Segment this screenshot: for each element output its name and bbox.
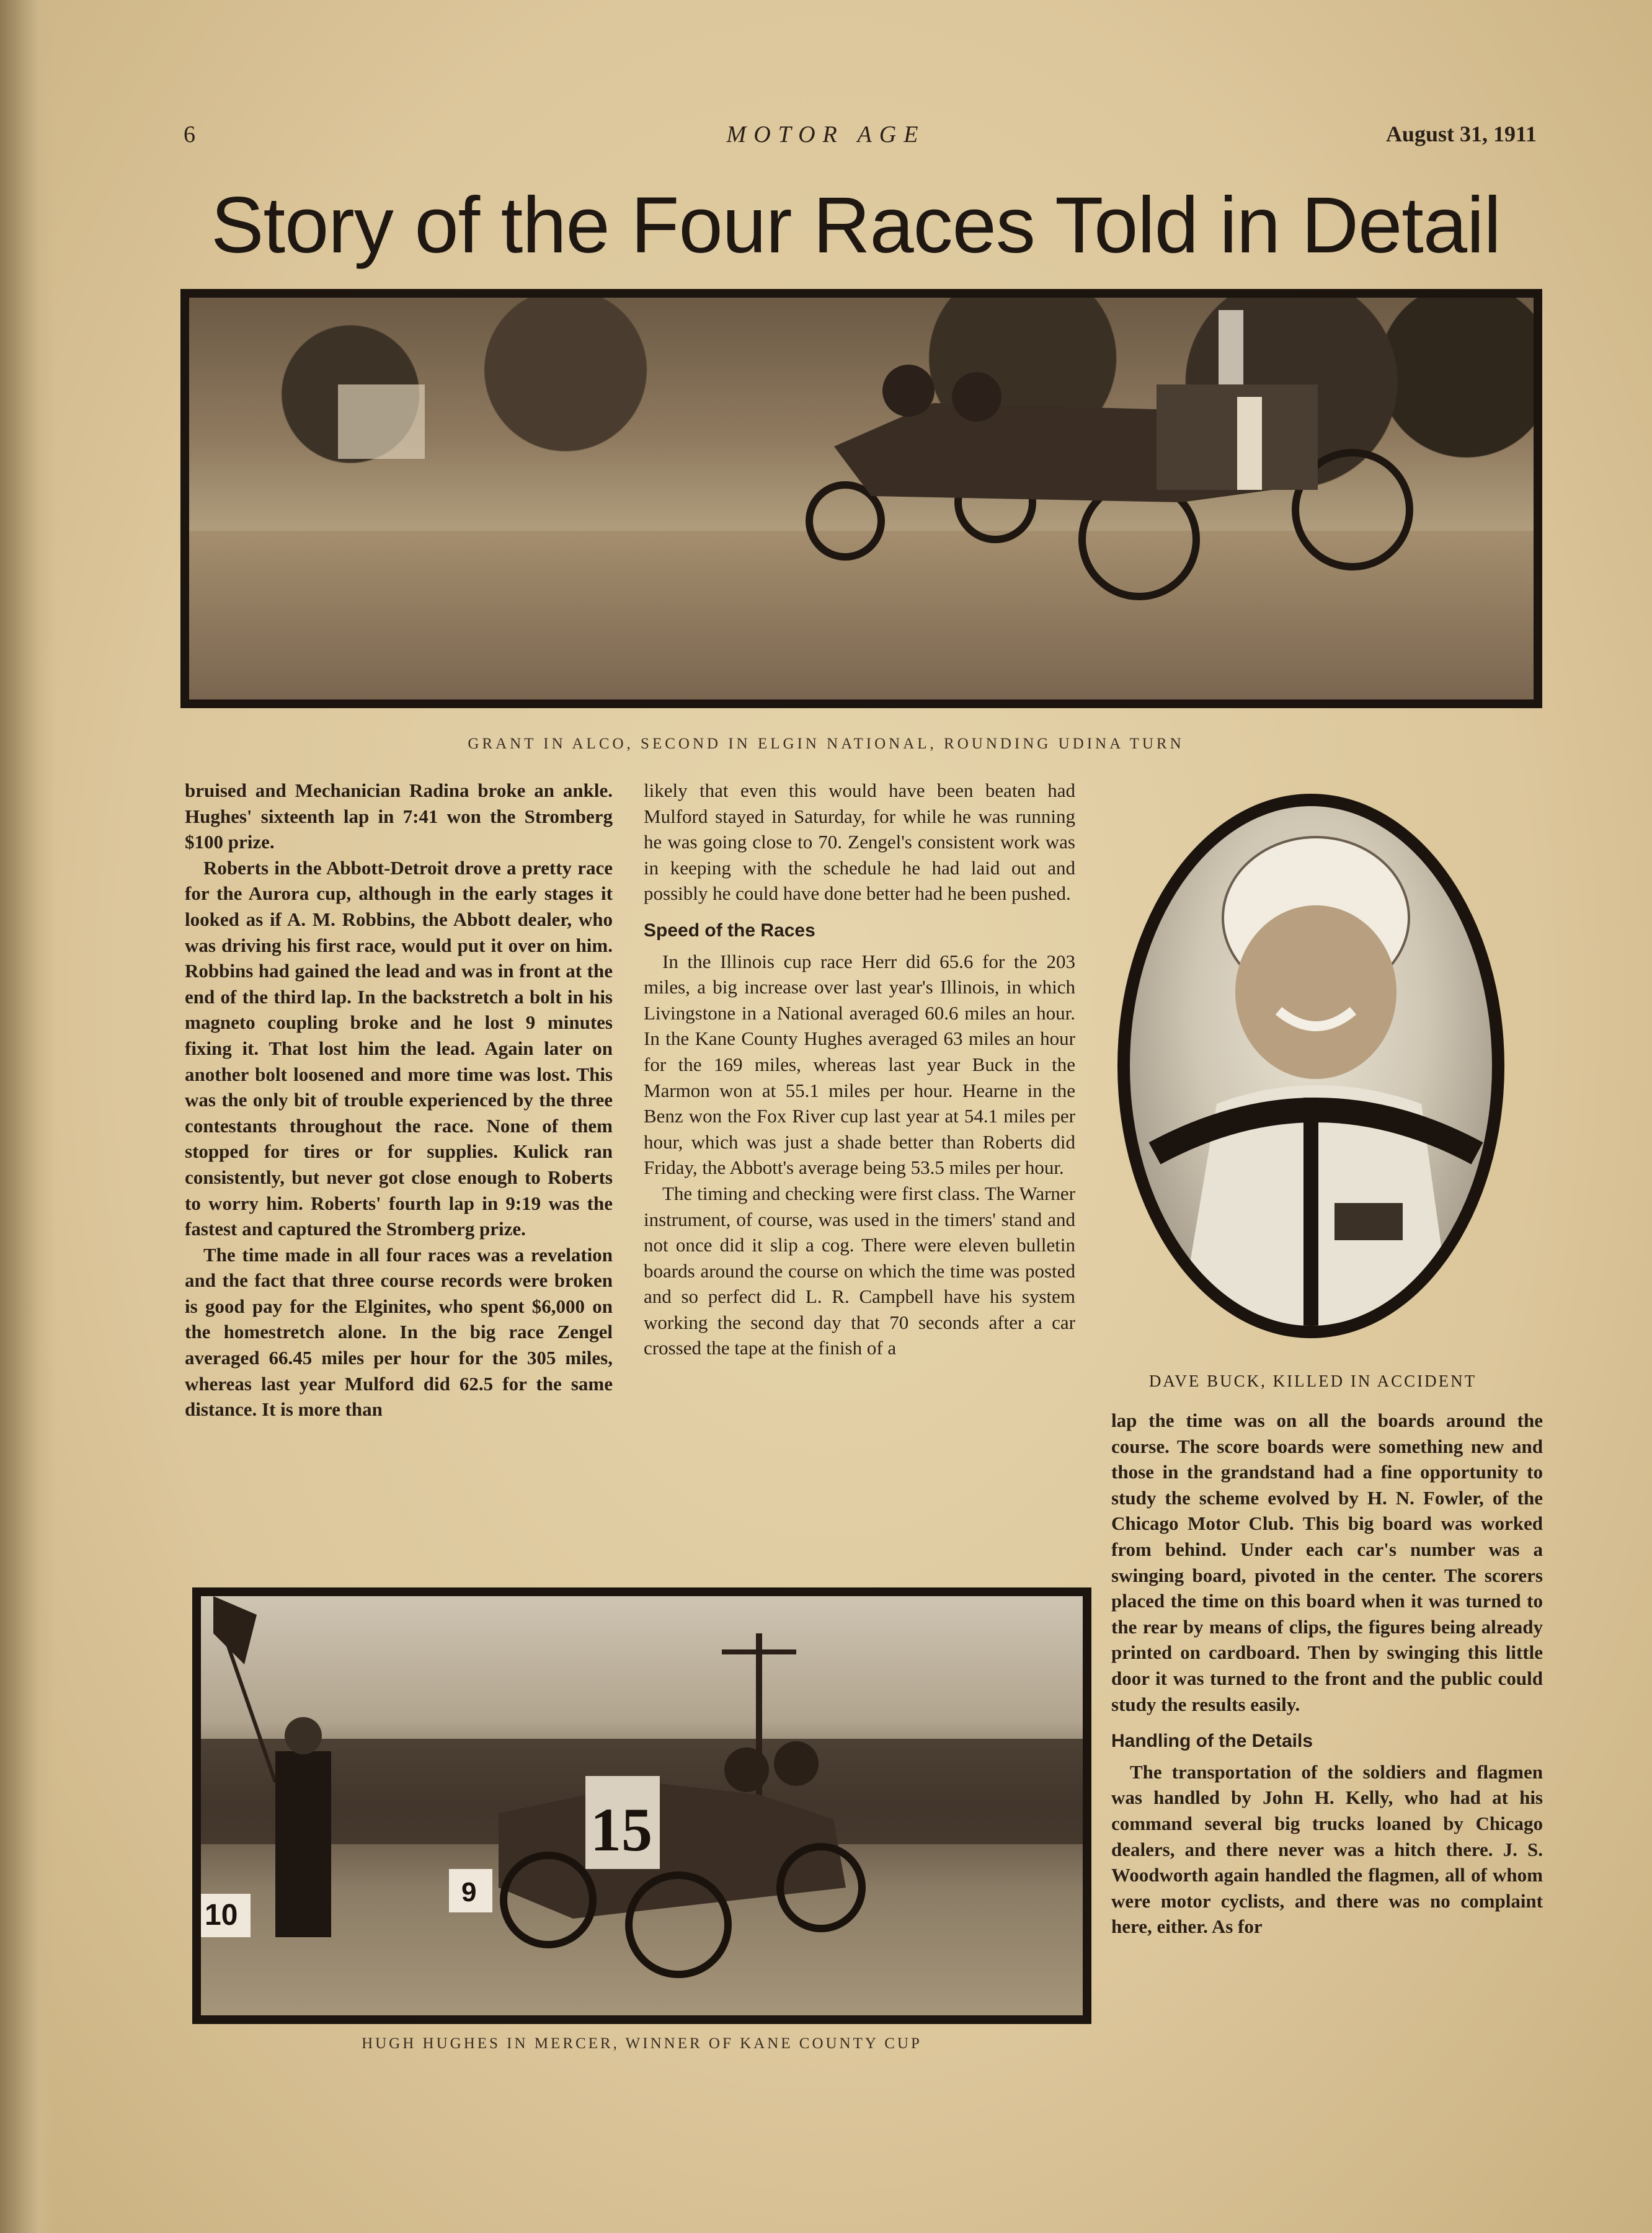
page-number: 6 xyxy=(184,122,195,148)
col3-paragraph-1: lap the time was on all the boards around the course. The score boards were something new and those in the grandstand had a fine opportunity to study the scheme evolved by H. N. Fowler, of the Chicago Motor Club. This big board was worked from behind. Under each car's number was a swinging board, pivoted in the center. The scorers placed the time on this board when it was turned to the rear by means of clips, the figures being already printed on cardboard. Then by swinging this little door it was turned to the front and the public could study the results easily. xyxy=(1111,1409,1543,1715)
col2-paragraph-1: likely that even this would have been beaten had Mulford stayed in Saturday, for while he was running he was going close to 70. Zengel's consistent work was in keeping with the schedule he had laid out and possibly he could have done better had he been pushed. xyxy=(644,779,1075,905)
article-headline: Story of the Four Races Told in Detail xyxy=(211,181,1501,270)
section-heading-speed: Speed of the Races xyxy=(644,920,815,941)
col3-paragraph-2: The transportation of the soldiers and flagmen was handled by John H. Kelly, who had at his command several big trucks loaned by Chicago dealers, and there never was a hitch there. J. S. Woodworth again handled the flagmen, all of whom were motor cyclists, and there was no complaint here, either. As for xyxy=(1111,1760,1543,1938)
publication-title: MOTOR AGE xyxy=(726,122,926,148)
col1-paragraph-3: The time made in all four races was a revelation and the fact that three course records were broken is good pay for the Elginites, who spent $6,000 on the homestretch alone. In the big race Zengel averaged 66.45 miles per hour for the 305 miles, whereas last year Mulford did 62.5 for the same distance. It is more than xyxy=(185,1243,613,1421)
race-car-illustration xyxy=(189,298,1534,699)
article-column-1 xyxy=(185,778,613,1423)
article-column-3 xyxy=(1111,1408,1543,1940)
driver-portrait-illustration xyxy=(1130,806,1492,1326)
bottom-photo-caption: HUGH HUGHES IN MERCER, WINNER OF KANE COUNTY CUP xyxy=(362,2035,922,2052)
issue-date: August 31, 1911 xyxy=(1385,122,1537,146)
article-column-2 xyxy=(644,778,1075,1361)
car-number: 15 xyxy=(590,1795,652,1864)
race-car-photo-top xyxy=(180,289,1542,708)
driver-portrait-photo xyxy=(1130,806,1492,1326)
col2-paragraph-3: The timing and checking were first class. The Warner instrument, of course, was used in the timers' stand and not once did it slip a cog. There were eleven bulletin boards around the course on which the time was posted and so perfect did L. R. Campbell have his system working the second day that 70 seconds after a car crossed the tape at the finish of a xyxy=(644,1182,1075,1359)
race-car-photo-bottom xyxy=(192,1587,1091,2024)
sign-number-left: 10 xyxy=(205,1899,238,1932)
top-photo-caption: GRANT IN ALCO, SECOND IN ELGIN NATIONAL, ROUNDING UDINA TURN xyxy=(468,735,1184,752)
section-heading-details: Handling of the Details xyxy=(1111,1731,1313,1752)
col1-paragraph-1: bruised and Mechanician Radina broke an ankle. Hughes' sixteenth lap in 7:41 won the Stromberg $100 prize. xyxy=(185,779,613,853)
sign-number-right: 9 xyxy=(461,1877,477,1907)
finish-line-illustration xyxy=(201,1596,1083,2015)
portrait-caption: DAVE BUCK, KILLED IN ACCIDENT xyxy=(1148,1372,1477,1390)
binding-gutter xyxy=(0,0,56,2233)
col2-paragraph-2: In the Illinois cup race Herr did 65.6 for the 203 miles, a big increase over last year's Illinois, in which Livingstone in a National averaged 60.6 miles an hour. In the Kane County Hughes averaged 63 miles an hour for the 169 miles, whereas last year Buck in the Marmon won at 55.1 miles per hour. Hearne in the Benz won the Fox River cup last year at 54.1 miles per hour, which was just a shade better than Roberts did Friday, the Abbott's average being 53.5 miles per hour. xyxy=(644,950,1075,1179)
col1-paragraph-2: Roberts in the Abbott-Detroit drove a pretty race for the Aurora cup, although in the early stages it looked as if A. M. Robbins, the Abbott dealer, who was driving his first race, would put it over on him. Robbins had gained the lead and was in front at the end of the third lap. In the backstretch a bolt in his magneto coupling broke and he lost 9 minutes fixing it. That lost him the lead. Again later on another bolt loosened and more time was lost. This was the only bit of trouble experienced by the three contestants throughout the race. None of them stopped for tires or for supplies. Kulick ran consistently, but never got close enough to Roberts to worry him. Roberts' fourth lap in 9:19 was the fastest and captured the Stromberg prize. xyxy=(185,856,613,1240)
